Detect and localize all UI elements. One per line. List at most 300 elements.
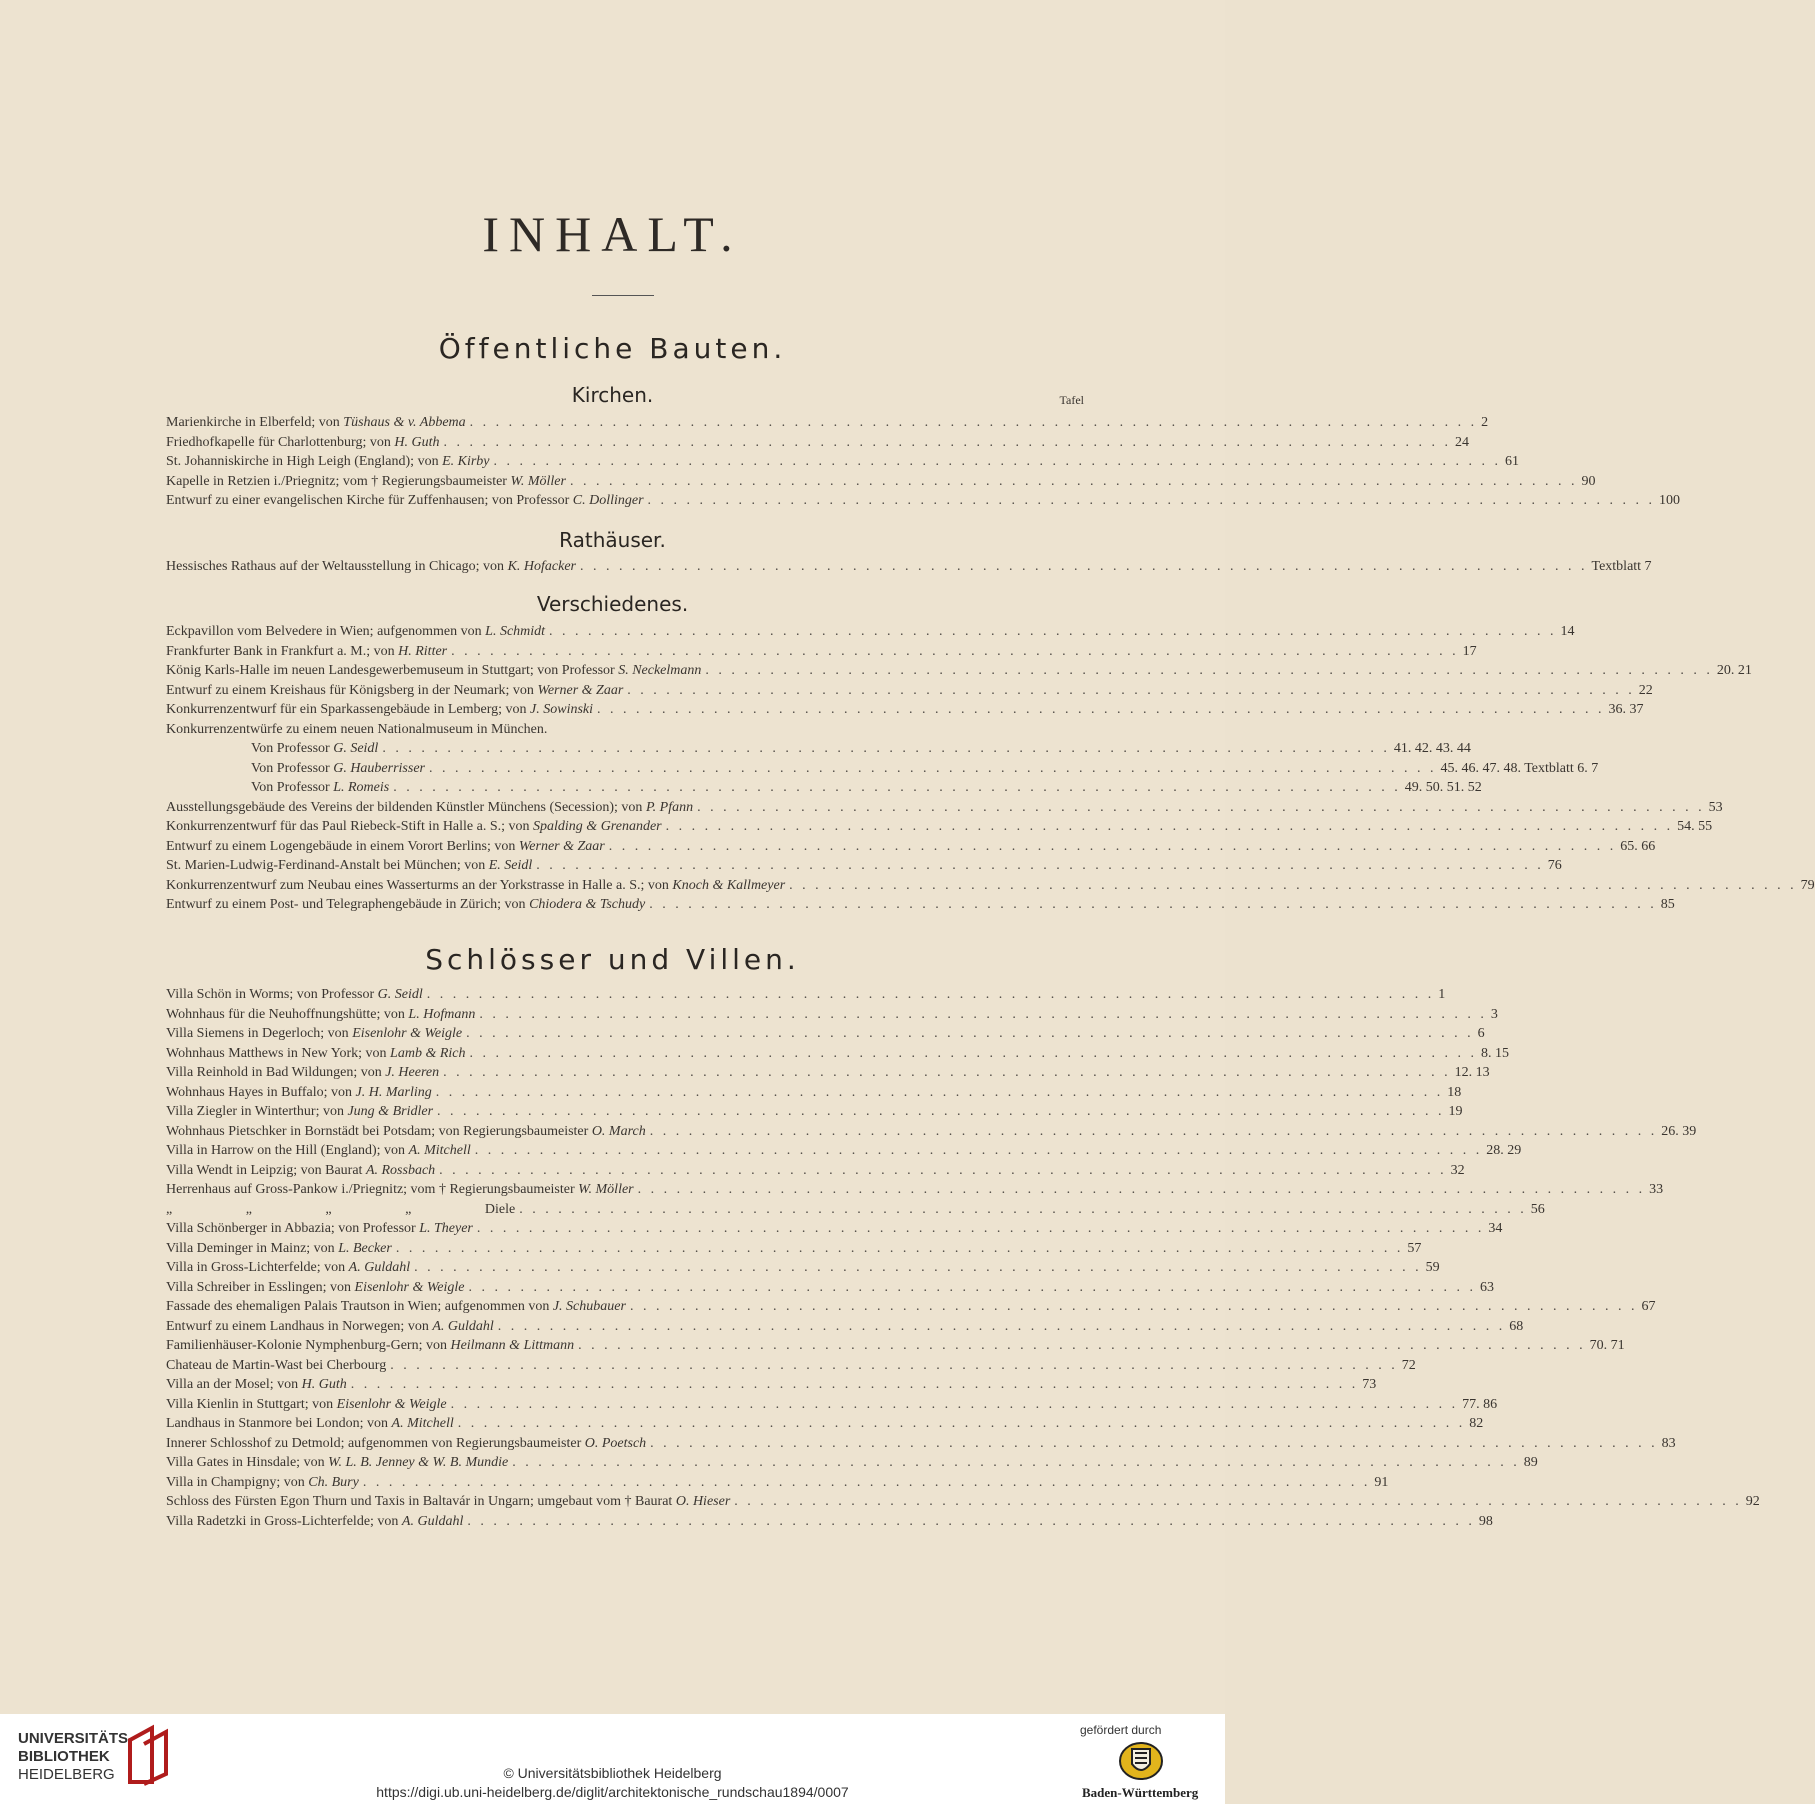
- toc-entry-text: Konkurrenzentwürfe zu einem neuen Nationalmuseum in München.: [166, 721, 548, 737]
- toc-entry-title: [166, 1083, 432, 1103]
- toc-entry-page: 82: [1469, 1416, 1484, 1431]
- toc-entry-title: [166, 1473, 359, 1493]
- dot-leader: [439, 433, 1455, 453]
- toc-entry-title: [166, 798, 693, 818]
- toc-entry-text: St. Johanniskirche in High Leigh (England); von: [166, 454, 443, 469]
- toc-entry: [166, 759, 1599, 779]
- toc-entry-author: P. Pfann: [645, 799, 694, 815]
- toc-entry-author: K. Hofacker: [507, 559, 576, 574]
- toc-list-rathaeuser: [166, 557, 1652, 577]
- toc-entry-text: Von Professor: [251, 741, 334, 756]
- section-heading-schloesser-und-villen: Schlösser und Villen.: [425, 943, 800, 976]
- toc-entry-page: 20. 21: [1716, 663, 1752, 678]
- toc-entry-page: 34: [1488, 1221, 1503, 1236]
- dot-leader: [701, 661, 1717, 681]
- toc-entry-page: 8. 15: [1481, 1045, 1509, 1061]
- toc-entry-text: Wohnhaus Hayes in Buffalo; von: [166, 1084, 356, 1100]
- toc-entry-author: Lamb & Rich: [390, 1045, 466, 1061]
- toc-entry-author: O. Poetsch: [584, 1435, 647, 1451]
- dot-leader: [490, 452, 1506, 472]
- toc-entry-title: [166, 720, 547, 740]
- toc-entry: [166, 1239, 1422, 1259]
- toc-entry-page: 70. 71: [1589, 1338, 1625, 1353]
- toc-entry-author: Spalding & Grenander: [533, 819, 662, 834]
- toc-entry-author: J. Schubauer: [552, 1299, 626, 1314]
- library-name-line1: UNIVERSITÄTS-: [18, 1730, 134, 1747]
- toc-entry-text: Von Professor: [251, 780, 334, 795]
- toc-entry-text: Villa Wendt in Leipzig; von Baurat: [166, 1162, 366, 1178]
- toc-entry-text: Wohnhaus Matthews in New York; von: [166, 1045, 391, 1061]
- toc-entry: [166, 1395, 1498, 1415]
- toc-entry-page: 1: [1438, 987, 1446, 1002]
- toc-list-kirchen: [166, 413, 1681, 511]
- dot-leader: [545, 622, 1561, 642]
- toc-entry-text: Eckpavillon vom Belvedere in Wien; aufgenommen von: [166, 624, 486, 639]
- dot-leader: [473, 1219, 1489, 1239]
- toc-entry-text: St. Marien-Ludwig-Ferdinand-Anstalt bei München; von: [166, 858, 489, 873]
- toc-entry: [166, 557, 1652, 577]
- dot-leader: [378, 739, 1394, 759]
- toc-entry-author: E. Kirby: [442, 454, 490, 469]
- library-name-line2: BIBLIOTHEK: [18, 1748, 110, 1765]
- toc-entry-author: L. Hofmann: [408, 1006, 476, 1022]
- toc-entry-title: [166, 985, 423, 1005]
- toc-entry: [166, 895, 1675, 915]
- dot-leader: [515, 1200, 1531, 1220]
- toc-entry-title: [166, 1453, 508, 1473]
- toc-entry-author: Jung & Bridler: [347, 1104, 434, 1119]
- toc-entry-text: Konkurrenzentwurf für das Paul Riebeck-Stift in Halle a. S.; von: [166, 819, 534, 834]
- toc-entry-author: G. Hauberrisser: [333, 760, 425, 776]
- toc-entry-title: [166, 1336, 574, 1356]
- toc-entry-page: 67: [1641, 1299, 1656, 1314]
- toc-entry-title: [166, 1102, 433, 1122]
- toc-entry-page: 63: [1479, 1279, 1494, 1295]
- sponsor-name[interactable]: Baden-Württemberg: [1082, 1785, 1199, 1800]
- toc-entry-title: [166, 1434, 646, 1454]
- toc-entry: [166, 720, 1084, 740]
- toc-entry-text: Villa Kienlin in Stuttgart; von: [166, 1396, 337, 1412]
- toc-entry-page: 14: [1560, 624, 1575, 639]
- toc-entry-title: [166, 895, 645, 915]
- toc-entry: [166, 413, 1489, 433]
- toc-entry: [166, 1122, 1697, 1142]
- toc-entry-text: Hessisches Rathaus auf der Weltausstellung in Chicago; von: [166, 559, 508, 574]
- toc-entry-title: [251, 739, 378, 759]
- toc-entry-text: Konkurrenzentwurf für ein Sparkassengebäude in Lemberg; von: [166, 702, 531, 717]
- dot-leader: [454, 1414, 1470, 1434]
- toc-entry-title: [166, 413, 466, 433]
- toc-entry-author: L. Schmidt: [485, 624, 546, 639]
- toc-entry-author: C. Dollinger: [572, 493, 644, 508]
- dot-leader: [693, 798, 1709, 818]
- toc-entry-author: Werner & Zaar: [518, 838, 605, 854]
- toc-entry-page: 100: [1659, 493, 1681, 508]
- toc-entry-author: J. H. Marling: [355, 1084, 432, 1100]
- toc-entry-title: [166, 661, 701, 681]
- toc-entry: [166, 452, 1520, 472]
- toc-entry-page: 79: [1800, 877, 1815, 893]
- toc-entry-title: [166, 1122, 646, 1142]
- toc-entry: [166, 433, 1469, 453]
- dot-leader: [605, 837, 1621, 857]
- toc-entry-author: A. Guldahl: [401, 1513, 464, 1529]
- toc-entry-page: 89: [1523, 1455, 1538, 1470]
- dot-leader: [634, 1180, 1650, 1200]
- toc-entry-text: Schloss des Fürsten Egon Thurn und Taxis in Baltavár in Ungarn; umgebaut vom † Baurat: [166, 1494, 676, 1509]
- toc-entry-title: [166, 1200, 515, 1220]
- toc-entry-title: [166, 817, 662, 837]
- toc-entry-title: [166, 1375, 347, 1395]
- permalink-url[interactable]: https://digi.ub.uni-heidelberg.de/diglit/architektonische_rundschau1894/0007: [376, 1784, 849, 1800]
- toc-entry-text: Wohnhaus für die Neuhoffnungshütte; von: [166, 1006, 409, 1022]
- toc-entry-author: A. Mitchell: [408, 1143, 471, 1158]
- toc-entry-text: Villa Deminger in Mainz; von: [166, 1240, 339, 1256]
- toc-entry-page: 24: [1454, 434, 1469, 450]
- toc-entry-title: [166, 1356, 386, 1376]
- toc-entry-title: [166, 491, 644, 511]
- toc-entry-text: Villa an der Mosel; von: [166, 1377, 302, 1392]
- toc-entry-page: 32: [1450, 1162, 1465, 1178]
- toc-entry-text: Innerer Schlosshof zu Detmold; aufgenommen von Regierungsbaumeister: [166, 1435, 585, 1451]
- toc-entry-title: [251, 759, 425, 779]
- toc-entry: [166, 1219, 1503, 1239]
- dot-leader: [785, 876, 1801, 896]
- toc-entry-title: [166, 856, 532, 876]
- dot-leader: [645, 895, 1661, 915]
- toc-entry-author: O. March: [591, 1123, 646, 1139]
- toc-entry-page: 72: [1401, 1357, 1416, 1373]
- toc-entry-author: W. Möller: [578, 1182, 634, 1197]
- dot-leader: [644, 491, 1660, 511]
- toc-entry-text: Chateau de Martin-Wast bei Cherbourg: [166, 1357, 387, 1373]
- toc-entry-text: Landhaus in Stanmore bei London; von: [166, 1416, 392, 1431]
- toc-list-schloesser-und-villen: [166, 985, 1760, 1531]
- toc-entry-title: [166, 1414, 454, 1434]
- toc-entry-page: 91: [1374, 1474, 1389, 1490]
- toc-entry: [166, 1336, 1625, 1356]
- dot-leader: [359, 1473, 1375, 1493]
- toc-entry-title: [166, 837, 605, 857]
- toc-entry-title: [251, 778, 389, 798]
- toc-entry-page: 3: [1490, 1006, 1498, 1022]
- toc-entry: [166, 1375, 1377, 1395]
- toc-entry-title: [166, 433, 439, 453]
- toc-entry: [166, 1317, 1524, 1337]
- toc-entry-author: A. Rossbach: [365, 1162, 436, 1178]
- toc-entry: [166, 1044, 1509, 1064]
- toc-entry-author: W. Möller: [510, 473, 566, 489]
- toc-entry-page: 26. 39: [1661, 1123, 1697, 1139]
- toc-entry-author: L. Romeis: [333, 780, 390, 795]
- sponsor-label: gefördert durch: [1080, 1723, 1162, 1737]
- dot-leader: [662, 817, 1678, 837]
- toc-entry-title: [166, 1005, 475, 1025]
- toc-entry-author: W. L. B. Jenney & W. B. Mundie: [328, 1455, 509, 1470]
- subsection-heading-kirchen: Kirchen.: [571, 383, 654, 407]
- dot-leader: [646, 1434, 1662, 1454]
- toc-entry-text: Villa Schönberger in Abbazia; von Professor: [166, 1221, 420, 1236]
- toc-entry-page: 61: [1505, 454, 1520, 469]
- dot-leader: [646, 1122, 1662, 1142]
- dot-leader: [466, 1044, 1482, 1064]
- toc-entry: [166, 876, 1815, 896]
- dot-leader: [576, 557, 1592, 577]
- dot-leader: [425, 759, 1441, 779]
- toc-entry: [166, 1278, 1494, 1298]
- toc-entry-text: Fassade des ehemaligen Palais Trautson in Wien; aufgenommen von: [166, 1299, 553, 1314]
- toc-entry-page: 68: [1509, 1318, 1524, 1334]
- toc-entry: [166, 817, 1713, 837]
- library-name-line3: HEIDELBERG: [18, 1766, 115, 1783]
- toc-entry-text: Villa Gates in Hinsdale; von: [166, 1455, 329, 1470]
- toc-entry-page: 36. 37: [1608, 702, 1644, 717]
- toc-entry: [166, 661, 1752, 681]
- toc-entry-title: [166, 1063, 439, 1083]
- toc-entry-page: 92: [1745, 1494, 1760, 1509]
- toc-entry-text: Villa in Harrow on the Hill (England); von: [166, 1143, 409, 1158]
- toc-entry-author: S. Neckelmann: [618, 663, 702, 678]
- toc-entry: [166, 472, 1596, 492]
- toc-entry-page: 83: [1661, 1435, 1676, 1451]
- toc-entry-author: G. Seidl: [377, 987, 423, 1002]
- toc-entry-author: H. Guth: [394, 434, 440, 450]
- toc-entry-author: O. Hieser: [675, 1494, 731, 1509]
- toc-entry: [166, 1453, 1538, 1473]
- toc-entry-text: Frankfurter Bank in Frankfurt a. M.; von: [166, 643, 399, 659]
- toc-entry-page: 6: [1477, 1026, 1485, 1041]
- toc-entry-page: 56: [1530, 1201, 1545, 1217]
- toc-entry-page: 77. 86: [1462, 1396, 1498, 1412]
- toc-entry-text: Villa Siemens in Degerloch; von: [166, 1026, 353, 1041]
- dot-leader: [435, 1161, 1451, 1181]
- dot-leader: [410, 1258, 1426, 1278]
- toc-entry-text: Entwurf zu einem Landhaus in Norwegen; von: [166, 1318, 433, 1334]
- toc-entry-text: Villa Radetzki in Gross-Lichterfelde; von: [166, 1513, 402, 1529]
- toc-entry: [166, 1414, 1484, 1434]
- toc-entry-author: Werner & Zaar: [537, 682, 624, 698]
- toc-entry-page: 49. 50. 51. 52: [1404, 780, 1482, 795]
- dot-leader: [494, 1317, 1510, 1337]
- dot-leader: [392, 1239, 1408, 1259]
- toc-entry: [166, 1063, 1490, 1083]
- toc-entry-author: L. Becker: [338, 1240, 392, 1256]
- toc-entry: [166, 1297, 1656, 1317]
- baden-wuerttemberg-crest-icon: [1118, 1740, 1164, 1782]
- toc-entry-title: [166, 557, 576, 577]
- toc-entry-author: J. Sowinski: [530, 702, 594, 717]
- toc-entry-author: A. Guldahl: [348, 1260, 411, 1275]
- toc-entry-text: Entwurf zu einer evangelischen Kirche für Zuffenhausen; von Professor: [166, 493, 573, 508]
- toc-entry: [166, 1083, 1462, 1103]
- toc-entry-page: 33: [1649, 1182, 1664, 1197]
- toc-entry-title: [166, 1239, 392, 1259]
- toc-entry: [166, 837, 1656, 857]
- toc-entry-author: H. Ritter: [398, 643, 448, 659]
- toc-entry-page: 17: [1462, 643, 1477, 659]
- toc-entry-page: 45. 46. 47. 48. Textblatt 6. 7: [1440, 760, 1599, 776]
- dot-leader: [623, 681, 1639, 701]
- toc-entry-title: [166, 1512, 463, 1532]
- toc-entry-page: 76: [1547, 858, 1562, 873]
- toc-entry-title: [166, 1044, 466, 1064]
- dot-leader: [593, 700, 1609, 720]
- toc-entry: [166, 642, 1477, 662]
- page-title: INHALT.: [482, 206, 743, 262]
- dot-leader: [626, 1297, 1642, 1317]
- toc-entry: [166, 1180, 1664, 1200]
- toc-entry: [166, 1473, 1389, 1493]
- toc-entry-page: 65. 66: [1620, 838, 1656, 854]
- toc-entry-author: Eisenlohr & Weigle: [336, 1396, 447, 1412]
- subsection-heading-verschiedenes: Verschiedenes.: [536, 592, 689, 616]
- dot-leader: [730, 1492, 1746, 1512]
- subsection-heading-rathaeuser: Rathäuser.: [559, 528, 666, 552]
- toc-entry-title: [166, 681, 623, 701]
- toc-entry-text: Villa Reinhold in Bad Wildungen; von: [166, 1065, 386, 1080]
- dot-leader: [532, 856, 1548, 876]
- toc-entry-author: G. Seidl: [333, 741, 379, 756]
- toc-entry-author: L. Theyer: [419, 1221, 473, 1236]
- toc-entry-title: [166, 452, 490, 472]
- dot-leader: [347, 1375, 1363, 1395]
- toc-entry-page: 59: [1425, 1260, 1440, 1275]
- toc-entry-author: A. Guldahl: [432, 1318, 494, 1334]
- dot-leader: [433, 1102, 1449, 1122]
- toc-entry: [166, 856, 1562, 876]
- toc-entry-text: Familienhäuser-Kolonie Nymphenburg-Gern; von: [166, 1338, 451, 1353]
- toc-entry-title: [166, 1161, 435, 1181]
- toc-entry-title: [166, 1180, 634, 1200]
- toc-entry: [166, 700, 1644, 720]
- toc-entry: [166, 985, 1446, 1005]
- toc-entry-author: A. Mitchell: [391, 1416, 454, 1431]
- toc-entry-page: 85: [1660, 897, 1675, 912]
- toc-entry-text: Entwurf zu einem Post- und Telegraphengebäude in Zürich; von: [166, 897, 530, 912]
- toc-entry-page: 90: [1581, 473, 1596, 489]
- toc-entry-title: [166, 876, 785, 896]
- toc-entry: [166, 1512, 1493, 1532]
- toc-entry-text: Villa in Champigny; von: [166, 1474, 309, 1490]
- toc-entry: [166, 1161, 1465, 1181]
- toc-entry-text: Villa Schön in Worms; von Professor: [166, 987, 378, 1002]
- toc-entry: [166, 1356, 1416, 1376]
- dot-leader: [462, 1024, 1478, 1044]
- toc-entry: [166, 1141, 1522, 1161]
- toc-entry-title: [166, 622, 545, 642]
- toc-entry-page: 73: [1362, 1377, 1377, 1392]
- toc-entry-page: 2: [1481, 415, 1489, 430]
- toc-entry-text: Villa Schreiber in Esslingen; von: [166, 1279, 355, 1295]
- toc-entry-text: Villa in Gross-Lichterfelde; von: [166, 1260, 349, 1275]
- toc-entry-page: Textblatt 7: [1591, 559, 1652, 574]
- toc-entry-author: E. Seidl: [488, 858, 533, 873]
- toc-entry: [166, 1005, 1498, 1025]
- tafel-column-label: Tafel: [1059, 393, 1084, 407]
- toc-entry: [166, 491, 1681, 511]
- toc-entry-page: 41. 42. 43. 44: [1393, 741, 1471, 756]
- toc-entry-page: 19: [1448, 1104, 1463, 1119]
- toc-entry-page: 18: [1447, 1084, 1462, 1100]
- toc-entry: [166, 1024, 1485, 1044]
- title-divider: [592, 295, 654, 296]
- toc-entry-title: [166, 1141, 471, 1161]
- dot-leader: [447, 642, 1463, 662]
- dot-leader: [508, 1453, 1524, 1473]
- dot-leader: [432, 1083, 1448, 1103]
- toc-entry-title: [166, 1024, 462, 1044]
- toc-entry-title: [166, 1317, 494, 1337]
- toc-entry-title: [166, 1278, 464, 1298]
- toc-entry-text: Entwurf zu einem Logengebäude in einem Vorort Berlins; von: [166, 838, 519, 854]
- toc-entry-page: 98: [1478, 1513, 1493, 1529]
- toc-entry-title: [166, 642, 447, 662]
- dot-leader: [466, 413, 1482, 433]
- toc-entry-author: Eisenlohr & Weigle: [352, 1026, 463, 1041]
- dot-leader: [475, 1005, 1491, 1025]
- toc-entry-author: Chiodera & Tschudy: [529, 897, 646, 912]
- dot-leader: [439, 1063, 1455, 1083]
- dot-leader: [423, 985, 1439, 1005]
- dot-leader: [566, 472, 1582, 492]
- toc-entry-page: 53: [1708, 799, 1723, 815]
- toc-entry-author: Knoch & Kallmeyer: [672, 877, 786, 893]
- dot-leader: [471, 1141, 1487, 1161]
- toc-entry: [166, 739, 1471, 759]
- toc-entry-text: Wohnhaus Pietschker in Bornstädt bei Potsdam; von Regierungsbaumeister: [166, 1123, 592, 1139]
- toc-entry-text: König Karls-Halle im neuen Landesgewerbemuseum in Stuttgart; von Professor: [166, 663, 619, 678]
- toc-entry-page: 22: [1638, 682, 1653, 698]
- toc-entry-author: Ch. Bury: [308, 1474, 359, 1490]
- toc-entry: [166, 798, 1723, 818]
- toc-entry-page: 54. 55: [1677, 819, 1713, 834]
- toc-entry: [166, 1434, 1676, 1454]
- toc-entry-author: Heilmann & Littmann: [450, 1338, 575, 1353]
- copyright-notice: © Universitätsbibliothek Heidelberg: [503, 1765, 722, 1781]
- toc-entry-title: [166, 700, 593, 720]
- toc-entry-text: Kapelle in Retzien i./Priegnitz; vom † Regierungsbaumeister: [166, 473, 511, 489]
- toc-entry-title: [166, 1395, 447, 1415]
- toc-entry-text: „ „ „ „ Diele: [166, 1201, 516, 1217]
- toc-entry: [166, 681, 1653, 701]
- toc-entry: [166, 622, 1575, 642]
- toc-entry-title: [166, 1492, 730, 1512]
- toc-entry-page: 57: [1407, 1240, 1422, 1256]
- dot-leader: [464, 1278, 1480, 1298]
- dot-leader: [463, 1512, 1479, 1532]
- toc-entry-text: Marienkirche in Elberfeld; von: [166, 415, 344, 430]
- toc-entry: [166, 1200, 1545, 1220]
- dot-leader: [574, 1336, 1590, 1356]
- toc-entry-author: J. Heeren: [385, 1065, 440, 1080]
- toc-entry-title: [166, 1258, 410, 1278]
- toc-entry: [166, 1492, 1760, 1512]
- toc-entry-author: H. Guth: [301, 1377, 347, 1392]
- toc-entry-text: Herrenhaus auf Gross-Pankow i./Priegnitz; vom † Regierungsbaumeister: [166, 1182, 579, 1197]
- toc-entry-text: Villa Ziegler in Winterthur; von: [166, 1104, 348, 1119]
- toc-entry-author: Tüshaus & v. Abbema: [343, 415, 466, 430]
- toc-entry-title: [166, 1219, 473, 1239]
- toc-entry: [166, 1258, 1440, 1278]
- toc-entry-text: Von Professor: [251, 760, 334, 776]
- toc-list-verschiedenes: [166, 622, 1815, 915]
- dot-leader: [389, 778, 1405, 798]
- toc-entry: [166, 1102, 1463, 1122]
- toc-entry: [166, 778, 1482, 798]
- toc-entry-text: Konkurrenzentwurf zum Neubau eines Wasserturms an der Yorkstrasse in Halle a. S.; von: [166, 877, 673, 893]
- section-heading-oeffentliche-bauten: Öffentliche Bauten.: [438, 332, 787, 365]
- toc-entry-text: Ausstellungsgebäude des Vereins der bildenden Künstler Münchens (Secession); von: [166, 799, 646, 815]
